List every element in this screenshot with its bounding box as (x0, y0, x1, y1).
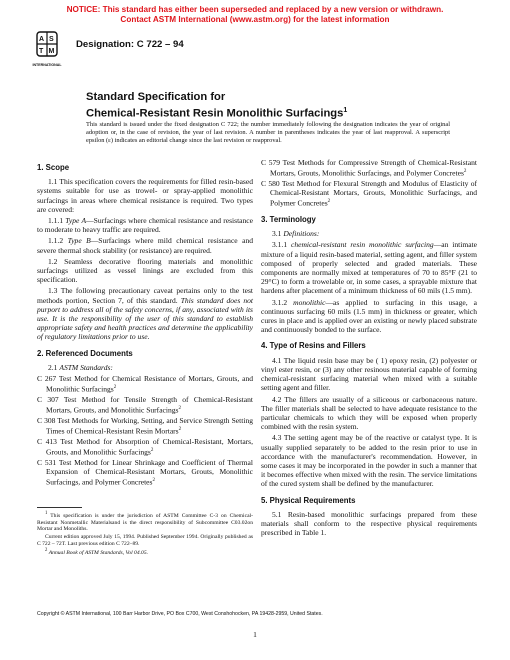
copyright-line: Copyright © ASTM International, 100 Barr Harbor Drive, PO Box C700, West Conshohocken, PA 19428-2959, United States. (37, 611, 323, 617)
title-footnote-mark: 1 (343, 107, 348, 114)
footnote-1: $^1$ This specification is under the jurisdiction of ASTM Committee C-3 on Chemical-Resistant Nonmetallic Materialsand is the direct responsibility of Subcommittee C03.02on Mortar and Monoliths. (37, 511, 253, 533)
paragraph-1-3: 1.3 The following precautionary caveat pertains only to the test methods portion, Section 7, of this standard. This standard does not purport to address all of the safety concerns, if any, associated with its use. It is the responsibility of the user of this standard to establish appropriate safety and health practices and determine the applicability of regulatory limitations prior to use. (37, 286, 253, 342)
paragraph-3-1: 3.1 Definitions: (272, 229, 320, 239)
section-heading-referenced-documents: 2. Referenced Documents (37, 348, 133, 358)
title-line-1: Standard Specification for (86, 91, 226, 103)
paragraph-2-1: 2.1 ASTM Standards: (48, 362, 113, 372)
paragraph-1-2: 1.2 Seamless decorative flooring materials and monolithic surfacings utilized as vessel linings are excluded from this specification. (37, 256, 253, 285)
section-heading-scope: 1. Scope (37, 163, 70, 172)
paragraph-1-1: 1.1 This specification covers the requirements for filled resin-based systems suitable for use as trowel- or spray-applied monolithic surfacings in areas where chemical resistance is required. Two types are covered: (37, 177, 253, 214)
page-number: 1 (253, 630, 257, 639)
footnotes (37, 511, 253, 558)
reference-c579: C 579 Test Methods for Compressive Strength of Chemical-Resistant Mortars, Grouts, Monolithic Surfacings, and Polymer Concretes$^2$ (261, 158, 477, 178)
svg-text:A: A (39, 36, 45, 43)
document-title (86, 91, 347, 121)
svg-text:M: M (48, 48, 55, 55)
logo-wordmark: INTERNATIONAL (32, 63, 62, 67)
designation: Designation: C 722 – 94 (76, 39, 184, 50)
reference-c307: C 307 Test Method for Tensile Strength of Chemical-Resistant Mortars, Grouts, and Monolithic Surfacings$^2$ (37, 394, 253, 415)
notice-line-2: Contact ASTM International (www.astm.org) for the latest information (120, 15, 390, 24)
left-column (37, 158, 253, 488)
paragraph-4-3: 4.3 The setting agent may be of the reactive or catalyst type. It is usually supplied separately to be added to the resin prior to use in accordance with the manufacturer's recommendation. However, in some cases it may be incorporated in the powder in such a manner that it becomes effective when mixed with the resin. The service limitations of the cured system shall be defined by the manufacturer. (261, 433, 477, 489)
notice-line-1: NOTICE: This standard has either been superseded and replaced by a new version or withdrawn. (66, 5, 444, 14)
title-line-2: Chemical-Resistant Resin Monolithic Surfacings$^1$ (86, 107, 348, 120)
paragraph-1-1-2: 1.1.2 Type B—Surfacings where mild chemical resistance and severe thermal shock stability (or resistance) are required. (37, 236, 254, 255)
section-heading-resins-fillers: 4. Type of Resins and Fillers (261, 341, 366, 351)
reference-c580: C 580 Test Method for Flexural Strength and Modulus of Elasticity of Chemical-Resistant Mortars, Grouts, Monolithic Surfacings, and Polymer Concretes$^2$ (261, 178, 477, 208)
reference-c308: C 308 Test Methods for Working, Setting, and Service Strength Setting Times of Chemical-Resistant Resin Mortars$^2$ (37, 415, 253, 436)
reference-c267: C 267 Test Method for Chemical Resistance of Mortars, Grouts, and Monolithic Surfacings$^2$ (37, 374, 253, 394)
paragraph-4-2: 4.2 The fillers are usually of a siliceous or carbonaceous nature. The filler materials shall be selected to have adequate resistance to the particular chemicals to which they will be exposed when properly combined with the resin system. (261, 394, 477, 432)
reference-c413: C 413 Test Method for Absorption of Chemical-Resistant, Mortars, Grouts, and Monolithic Surfacings$^2$ (37, 436, 253, 457)
footnote-1-edition: Current edition approved July 15, 1994. Published September 1994. Originally published as C 722 – 72T. Last previous edition C 722–89. (37, 533, 253, 547)
section-heading-physical-requirements: 5. Physical Requirements (261, 495, 356, 505)
supersession-notice (0, 5, 510, 25)
section-heading-terminology: 3. Terminology (261, 215, 316, 225)
astm-logo-icon (34, 30, 60, 76)
svg-text:T: T (39, 48, 44, 55)
reference-c531: C 531 Test Method for Linear Shrinkage and Coefficient of Thermal Expansion of Chemical-Resistant Mortars, Grouts, Monolithic Surfacings, and Polymer Concretes$^2$ (37, 457, 253, 487)
paragraph-1-1-1: 1.1.1 Type A—Surfacings where chemical resistance and resistance to moderate to heavy traffic are required. (37, 216, 253, 235)
paragraph-3-1-2: 3.1.2 monolithic—as applied to surfacing in this usage, a continuous surfacing 60 mils (1.5 mm) in thickness or greater, which cures in place and is applied over an existing or newly placed substrate and continuously bonded to the surface. (261, 297, 477, 335)
paragraph-3-1-1: 3.1.1 chemical-resistant resin monolithic surfacing—an intimate mixture of a liquid resin-based material, setting agent, and filler system composed of properly selected and graded materials. These components are normally mixed at temperatures of 70 to 85°F (21 to 29°C) to form a trowelable or, in some cases, a sprayable mixture that hardens after placement of a minimum thickness of 60 mils (1.5 mm). (261, 240, 477, 296)
paragraph-4-1: 4.1 The liquid resin base may be ( 1) epoxy resin, (2) polyester or vinyl ester resin, or (3) any other resinous material capable of forming chemical-resistant surfacing material when mixed with a suitable setting agent and filler. (261, 355, 477, 393)
svg-text:S: S (49, 36, 54, 43)
footnote-2: $^2$ Annual Book of ASTM Standards, Vol 04.05. (45, 548, 149, 557)
right-column (261, 158, 477, 539)
issuance-statement: This standard is issued under the fixed designation C 722; the number immediately following the designation indicates the year of original adoption or, in the case of revision, the year of last revision. A number in parentheses indicates the year of last reapproval. A superscript epsilon (ε) indicates an editorial change since the last revision or reapproval. (86, 121, 450, 145)
paragraph-5-1: 5.1 Resin-based monolithic surfacings prepared from these materials shall conform to the respective physical requirements prescribed in Table 1. (261, 509, 477, 538)
footnote-divider (37, 507, 82, 508)
